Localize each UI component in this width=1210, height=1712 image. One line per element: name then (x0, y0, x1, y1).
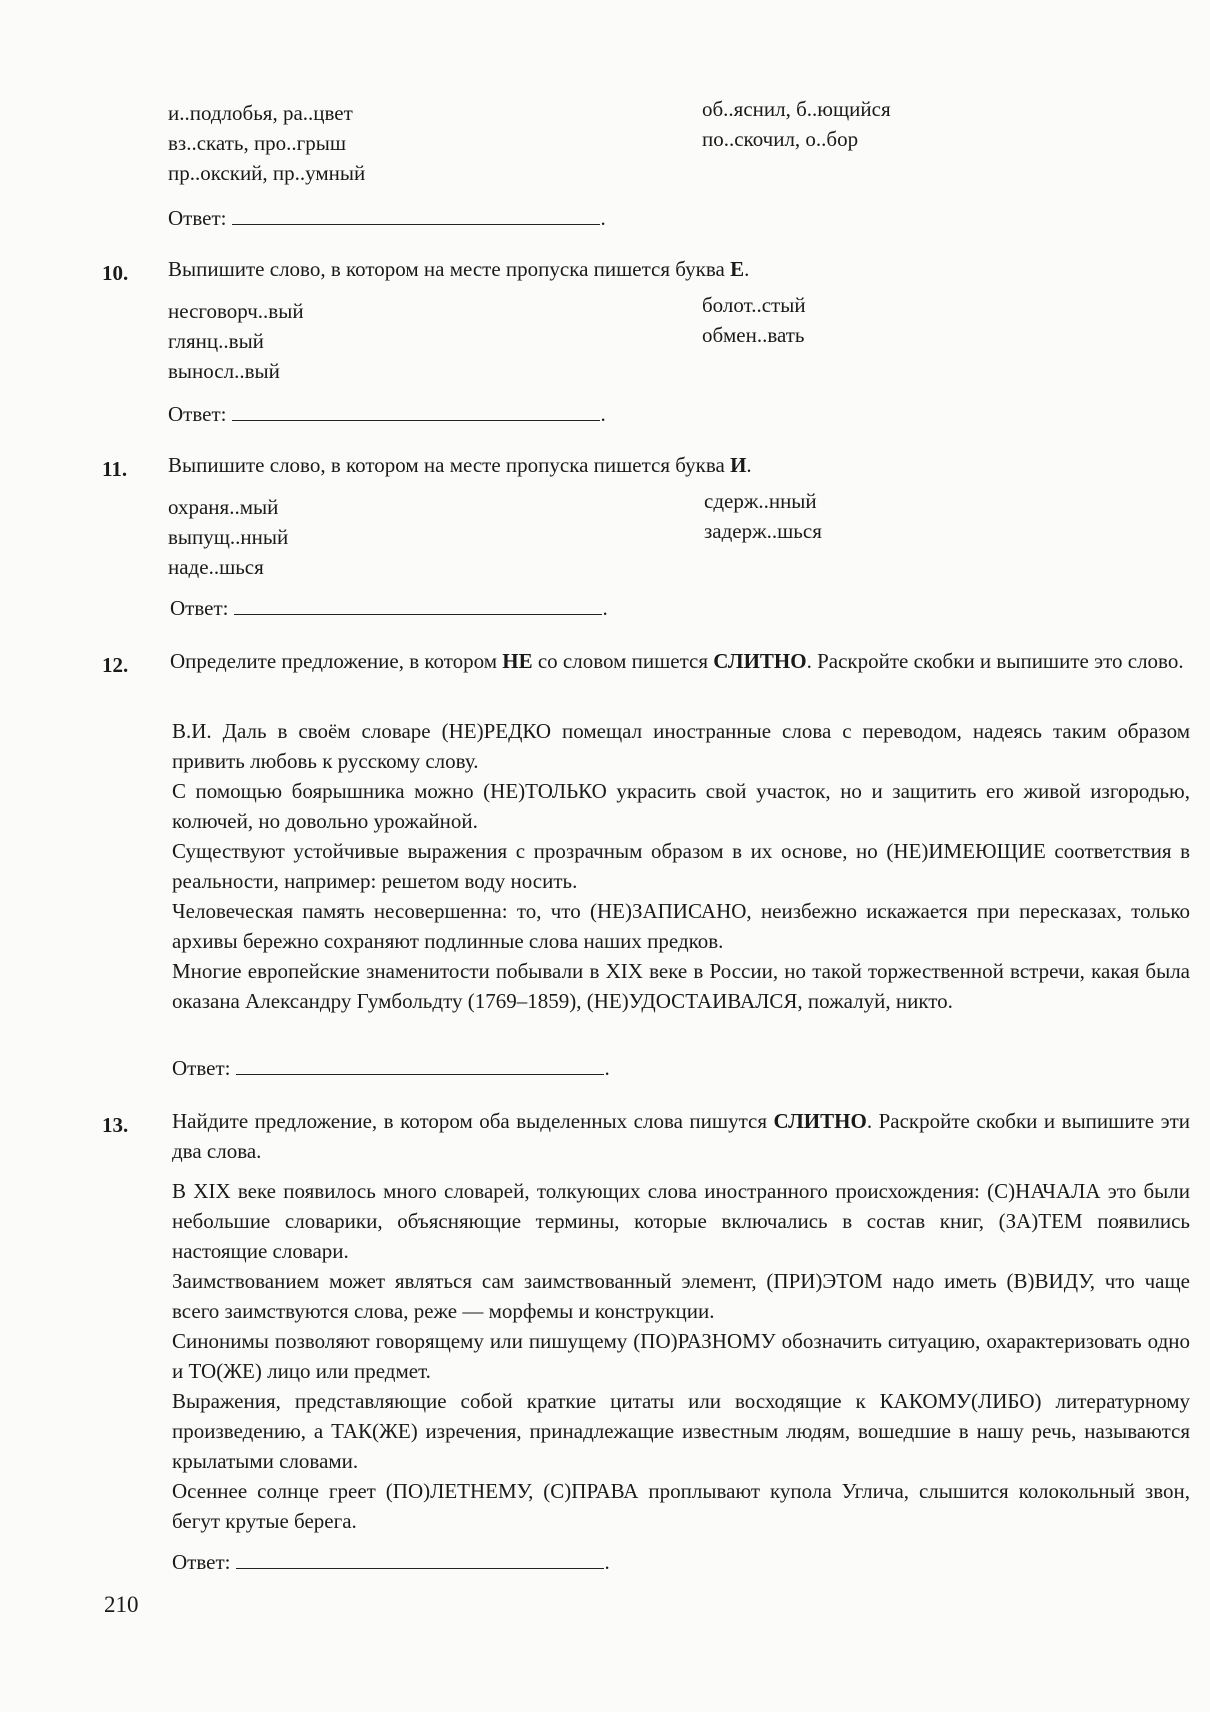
question-number: 11. (102, 457, 128, 481)
q13-answer: Ответ: . (172, 1546, 610, 1577)
answer-label: Ответ: (172, 1056, 231, 1080)
q13-sentence: Выражения, представляющие собой краткие цитаты или восходящие к КАКОМУ(ЛИБО) литературному произведению, а ТАК(ЖЕ) изречения, принадлежащие известным людям, вошедшие в нашу речь, называются крылатыми словами. (172, 1389, 1190, 1473)
q10-option: болот..стый (702, 293, 806, 317)
q13-sentence: В XIX веке появилось много словарей, толкующих слова иностранного происхождения: (С)НАЧАЛА это были небольшие словарики, объясняющие термины, которые включались в состав книг, (ЗА)ТЕМ появились настоящие словари. (172, 1179, 1190, 1263)
q11-option: выпущ..нный (168, 525, 289, 549)
q11-option: охраня..мый (168, 495, 279, 519)
q11-prompt: Выпишите слово, в котором на месте пропуска пишется буква И. (168, 453, 752, 477)
q11-option: задерж..шься (704, 519, 822, 543)
q9-option: по..скочил, о..бор (702, 127, 859, 151)
q12-sentence: Многие европейские знаменитости побывали в XIX веке в России, но такой торжественной встречи, какая была оказана Александру Гумбольдту (1769–1859), (НЕ)УДОСТАИВАЛСЯ, пожалуй, никто. (172, 959, 1190, 1013)
q9-option: вз..скать, про..грыш (168, 131, 347, 155)
q11-option: сдерж..нный (704, 489, 817, 513)
q13-sentence: Осеннее солнце греет (ПО)ЛЕТНЕМУ, (С)ПРАВА проплывают купола Углича, слышится колокольный звон, бегут крутые берега. (172, 1479, 1190, 1533)
q10-option: выносл..вый (168, 359, 280, 383)
q12-sentences (172, 716, 1190, 1016)
q11-option: наде..шься (168, 555, 264, 579)
answer-blank[interactable] (234, 592, 602, 615)
q11-right-options (704, 486, 822, 546)
page-number: 210 (104, 1592, 139, 1617)
q12-sentence: Существуют устойчивые выражения с прозрачным образом в их основе, но (НЕ)ИМЕЮЩИЕ соответствия в реальности, например: решетом воду носить. (172, 839, 1190, 893)
answer-label: Ответ: (168, 402, 227, 426)
q13-sentences (172, 1176, 1190, 1536)
q10-option: глянц..вый (168, 329, 264, 353)
q9-right-options (702, 94, 891, 154)
q13-prompt: Найдите предложение, в котором оба выделенных слова пишутся СЛИТНО. Раскройте скобки и выпишите эти два слова. (172, 1109, 1190, 1163)
answer-label: Ответ: (172, 1550, 231, 1574)
q12-sentence: Человеческая память несовершенна: то, что (НЕ)ЗАПИСАНО, неизбежно искажается при пересказах, только архивы бережно сохраняют подлинные слова наших предков. (172, 899, 1190, 953)
q9-option: и..подлобья, ра..цвет (168, 101, 353, 125)
question-number: 10. (102, 261, 129, 285)
answer-label: Ответ: (168, 206, 227, 230)
q13-sentence: Синонимы позволяют говорящему или пишущему (ПО)РАЗНОМУ обозначить ситуацию, охарактеризовать одно и ТО(ЖЕ) лицо или предмет. (172, 1329, 1190, 1383)
question-number: 12. (102, 653, 129, 677)
q12-sentence: С помощью боярышника можно (НЕ)ТОЛЬКО украсить свой участок, но и защитить его живой изгородью, колючей, но довольно урожайной. (172, 779, 1190, 833)
answer-blank[interactable] (236, 1546, 604, 1569)
q10-right-options (702, 290, 806, 350)
q10-option: обмен..вать (702, 323, 805, 347)
q9-left-options (168, 98, 365, 188)
q11-left-options (168, 492, 288, 582)
q9-answer: Ответ: . (168, 202, 606, 233)
q10-option: несговорч..вый (168, 299, 304, 323)
q9-option: об..яснил, б..ющийся (702, 97, 891, 121)
q11-answer: Ответ: . (170, 592, 608, 623)
q10-prompt: Выпишите слово, в котором на месте пропуска пишется буква Е. (168, 257, 750, 281)
q12-sentence: В.И. Даль в своём словаре (НЕ)РЕДКО помещал иностранные слова с переводом, надеясь таким образом привить любовь к русскому слову. (172, 719, 1190, 773)
q10-answer: Ответ: . (168, 398, 606, 429)
q13-sentence: Заимствованием может являться сам заимствованный элемент, (ПРИ)ЭТОМ надо иметь (В)ВИДУ, что чаще всего заимствуются слова, реже — морфемы и конструкции. (172, 1269, 1190, 1323)
q10-left-options (168, 296, 304, 386)
question-number: 13. (102, 1113, 129, 1137)
answer-label: Ответ: (170, 596, 229, 620)
q9-option: пр..окский, пр..умный (168, 161, 366, 185)
answer-blank[interactable] (232, 398, 600, 421)
q12-prompt: Определите предложение, в котором НЕ со словом пишется СЛИТНО. Раскройте скобки и выпишите это слово. (170, 649, 1184, 673)
answer-blank[interactable] (232, 202, 600, 225)
q12-answer: Ответ: . (172, 1052, 610, 1083)
answer-blank[interactable] (236, 1052, 604, 1075)
